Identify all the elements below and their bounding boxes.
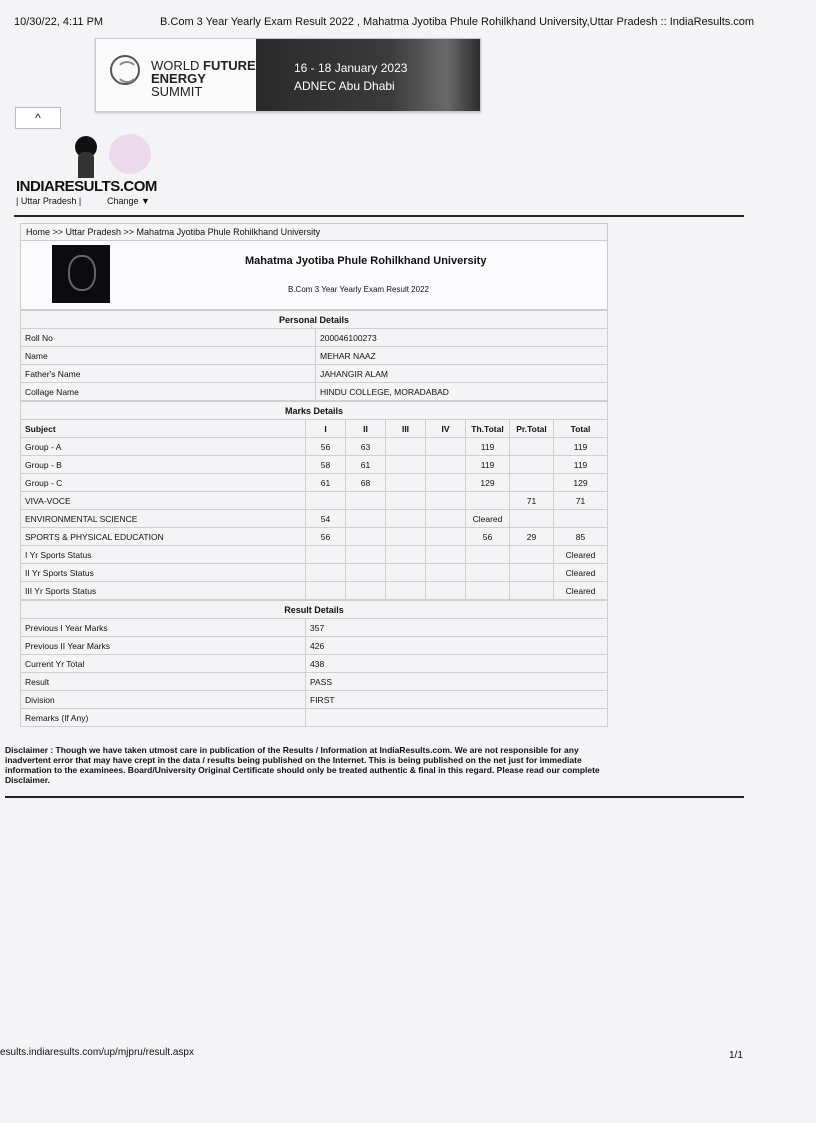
personal-row [21,383,608,401]
marks-row [21,456,608,474]
marks-row [21,582,608,600]
marks-cell: 119 [554,456,608,474]
marks-cell [510,474,554,492]
personal-value: HINDU COLLEGE, MORADABAD [316,383,608,401]
marks-cell [346,492,386,510]
personal-details-table [20,310,608,401]
result-label: Previous II Year Marks [21,637,306,655]
result-label: Current Yr Total [21,655,306,673]
marks-subject: SPORTS & PHYSICAL EDUCATION [21,528,306,546]
marks-column-header: I [306,420,346,438]
result-value [306,709,608,727]
change-state-link[interactable]: Change ▼ [107,196,150,206]
marks-cell [346,582,386,600]
result-value: 357 [306,619,608,637]
marks-row [21,528,608,546]
university-header [20,240,608,310]
marks-cell [426,582,466,600]
disclaimer-text: Disclaimer : Though we have taken utmost care in publication of the Results / Information at IndiaResults.com. We are not responsible for any inadvertent error that may have crept in the data / results being published on the Internet. This is being published on the net just for immediate information to the examinees. Board/University Original Certificate should only be treated authentic & final in this regard. Please read our complete Disclaimer. [5,745,600,785]
print-page-number: 1/1 [729,1050,743,1061]
marks-cell [386,492,426,510]
result-value: 438 [306,655,608,673]
marks-cell [554,510,608,528]
personal-details-heading: Personal Details [21,311,608,329]
marks-row [21,492,608,510]
marks-cell [466,582,510,600]
site-logo-text[interactable]: INDIARESULTS.COM [16,178,157,195]
personal-label: Roll No [21,329,316,347]
marks-row [21,546,608,564]
marks-cell: 56 [466,528,510,546]
marks-cell: 56 [306,438,346,456]
personal-row [21,329,608,347]
result-panel [20,223,608,727]
result-label: Remarks (If Any) [21,709,306,727]
marks-cell: 63 [346,438,386,456]
marks-column-header: Total [554,420,608,438]
marks-cell [510,456,554,474]
marks-cell [346,546,386,564]
marks-column-header: Pr.Total [510,420,554,438]
globe-icon [110,55,140,85]
marks-subject: III Yr Sports Status [21,582,306,600]
marks-column-header: Th.Total [466,420,510,438]
advert-banner[interactable] [95,38,481,112]
marks-cell [426,564,466,582]
marks-subject: Group - C [21,474,306,492]
result-row [21,691,608,709]
result-details-heading: Result Details [21,601,608,619]
university-name: Mahatma Jyotiba Phule Rohilkhand University [245,255,487,267]
marks-subject: I Yr Sports Status [21,546,306,564]
marks-cell: 56 [306,528,346,546]
marks-cell [510,546,554,564]
marks-cell [386,582,426,600]
marks-cell [306,546,346,564]
breadcrumb[interactable]: Home >> Uttar Pradesh >> Mahatma Jyotiba Phule Rohilkhand University [20,223,608,240]
marks-details-heading: Marks Details [21,402,608,420]
marks-cell [426,492,466,510]
marks-details-table [20,401,608,600]
marks-cell: 129 [466,474,510,492]
marks-column-header: II [346,420,386,438]
marks-cell [386,564,426,582]
marks-cell [346,528,386,546]
result-details-table [20,600,608,727]
marks-cell: 85 [554,528,608,546]
marks-cell: 61 [346,456,386,474]
result-row [21,709,608,727]
banner-event-venue: ADNEC Abu Dhabi [294,79,395,93]
marks-cell [510,510,554,528]
marks-cell: 71 [554,492,608,510]
marks-cell: 29 [510,528,554,546]
personal-label: Father's Name [21,365,316,383]
marks-cell: Cleared [554,582,608,600]
print-url: esults.indiaresults.com/up/mjpru/result.aspx [0,1047,194,1058]
marks-subject: Group - A [21,438,306,456]
result-label: Division [21,691,306,709]
marks-cell [306,582,346,600]
print-datetime: 10/30/22, 4:11 PM [14,16,104,28]
marks-cell [426,474,466,492]
marks-cell [386,438,426,456]
personal-label: Collage Name [21,383,316,401]
marks-cell: 119 [466,438,510,456]
result-row [21,619,608,637]
personal-label: Name [21,347,316,365]
university-emblem-icon [52,245,110,303]
marks-cell [466,492,510,510]
result-value: FIRST [306,691,608,709]
footer-divider [5,796,744,798]
header-divider [14,215,744,217]
marks-subject: II Yr Sports Status [21,564,306,582]
marks-cell [466,546,510,564]
result-row [21,673,608,691]
marks-subject: ENVIRONMENTAL SCIENCE [21,510,306,528]
marks-cell: Cleared [554,546,608,564]
banner-event-dates: 16 - 18 January 2023 [294,61,408,75]
marks-row [21,438,608,456]
result-value: PASS [306,673,608,691]
personal-value: 200046100273 [316,329,608,347]
marks-cell: 68 [346,474,386,492]
marks-cell [426,510,466,528]
marks-subject: VIVA-VOCE [21,492,306,510]
marks-cell [426,546,466,564]
marks-cell: 71 [510,492,554,510]
marks-cell [306,564,346,582]
marks-cell [386,456,426,474]
marks-column-header: III [386,420,426,438]
personal-value: JAHANGIR ALAM [316,365,608,383]
marks-cell: 54 [306,510,346,528]
marks-cell: 61 [306,474,346,492]
result-value: 426 [306,637,608,655]
marks-cell [426,528,466,546]
marks-row [21,564,608,582]
collapse-button[interactable]: ^ [15,107,61,129]
print-page-title: B.Com 3 Year Yearly Exam Result 2022 , Mahatma Jyotiba Phule Rohilkhand University,Uttar Pradesh :: IndiaResults.com [160,16,755,28]
marks-cell [386,546,426,564]
result-row [21,637,608,655]
marks-cell [466,564,510,582]
marks-cell: 119 [554,438,608,456]
marks-cell: 119 [466,456,510,474]
marks-row [21,474,608,492]
marks-cell: Cleared [554,564,608,582]
marks-cell [386,510,426,528]
marks-cell [510,438,554,456]
person-body-icon [78,152,94,178]
marks-cell [386,474,426,492]
marks-cell [346,510,386,528]
marks-cell [306,492,346,510]
personal-row [21,365,608,383]
marks-cell: 129 [554,474,608,492]
marks-row [21,510,608,528]
personal-row [21,347,608,365]
marks-cell [426,456,466,474]
marks-cell: 58 [306,456,346,474]
marks-cell [386,528,426,546]
banner-event-name: WORLD FUTURE ENERGY SUMMIT [151,58,256,99]
marks-subject: Group - B [21,456,306,474]
marks-cell: Cleared [466,510,510,528]
marks-cell [426,438,466,456]
result-row [21,655,608,673]
marks-column-header: Subject [21,420,306,438]
marks-cell [510,582,554,600]
exam-name: B.Com 3 Year Yearly Exam Result 2022 [288,285,429,294]
marks-cell [346,564,386,582]
state-map-icon [109,134,151,174]
marks-column-header: IV [426,420,466,438]
personal-value: MEHAR NAAZ [316,347,608,365]
result-label: Previous I Year Marks [21,619,306,637]
marks-cell [510,564,554,582]
current-state: | Uttar Pradesh | [16,196,82,206]
result-label: Result [21,673,306,691]
